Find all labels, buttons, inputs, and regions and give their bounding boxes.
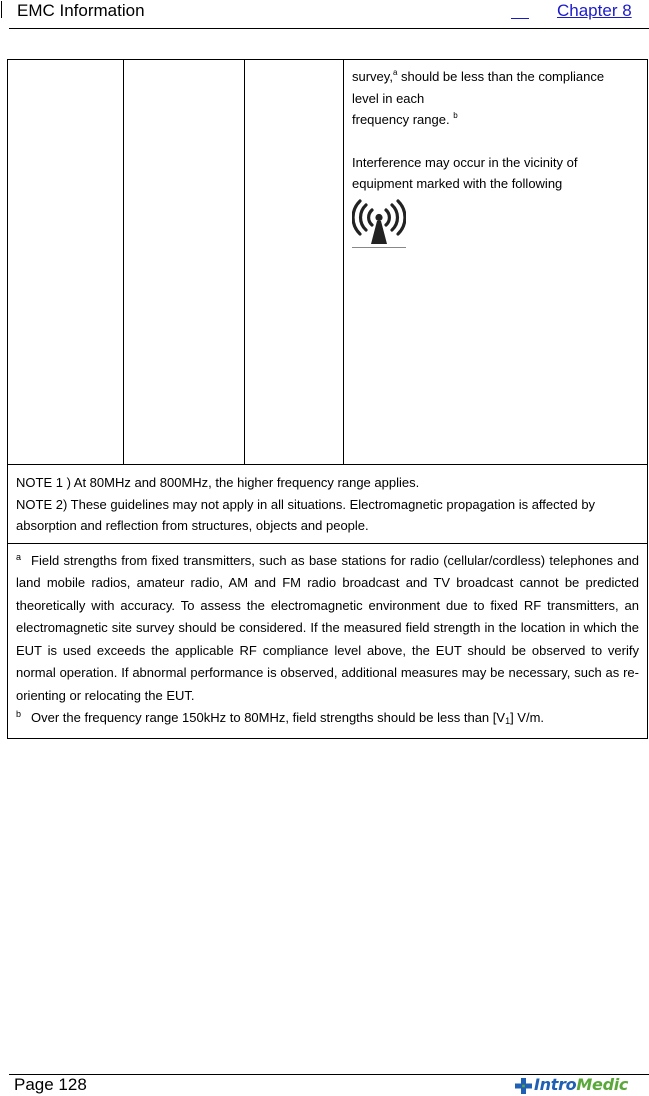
logo-wordmark: IntroMedic [534,1075,629,1094]
notes-cell [8,465,648,544]
guidance-line: Interference may occur in the vicinity of [352,154,578,170]
table-row [8,543,648,738]
footnote-mark-a: a [16,551,22,562]
emc-guidance-table [7,59,648,739]
intromedic-logo-icon [515,1078,532,1094]
guidance-line: equipment marked with the following [352,176,563,191]
footnote-mark-b: b [16,709,22,719]
header-rule [9,28,649,29]
page-footer [0,1070,649,1096]
empty-cell-test-level [124,60,245,465]
guidance-line: level in each [352,90,425,106]
non-ionizing-radiation-icon [352,197,406,248]
guidance-line: frequency range. $^b$ [352,111,458,127]
footnote-b: $^b$ Over the frequency range 150kHz to 80MHz, field strengths should be less than $[V_1]$ V/m. [16,709,545,726]
footnote-a: $^a$ Field strengths from fixed transmitters, such as base stations for radio (cellular/cordless) telephones and land mobile radios, amateur radio, AM and FM radio broadcast and TV broadcast cannot be predicted theoretically with accuracy. To assess the electromagnetic environment due to fixed RF transmitters, an electromagnetic site survey should be considered. If the measured field strength in the location in which the EUT is used exceeds the applicable RF compliance level above, the EUT should be observed to verify normal operation. If abnormal performance is observed, additional measures may be necessary, such as re-orienting or relocating the EUT. [16,551,639,703]
header-title: EMC Information [17,1,145,20]
empty-cell-compliance-level [245,60,344,465]
page-header [0,0,649,30]
guidance-cell [344,60,648,465]
footnote-ref-b: b [453,111,458,120]
chapter-link[interactable]: Chapter 8 [557,1,632,20]
page-number: Page 128 [14,1075,87,1094]
guidance-line: survey,$^a$ should be less than the compliance [352,68,605,84]
table-row [8,60,648,465]
note-1: NOTE 1 ) At 80MHz and 800MHz, the higher frequency range applies. [16,475,420,490]
header-margin-bar [1,1,2,18]
footnote-ref-a: a [392,68,398,77]
subscript-1: 1 [505,716,511,726]
footnotes-cell [8,543,648,738]
table-row [8,465,648,544]
intromedic-logo [515,1077,633,1095]
note-2: NOTE 2) These guidelines may not apply in all situations. Electromagnetic propagation is affected by absorption and reflection from structures, objects and people. [16,496,596,533]
paragraph-gap [352,131,641,152]
empty-cell-phenomenon [8,60,124,465]
header-underline-mark [511,18,529,19]
